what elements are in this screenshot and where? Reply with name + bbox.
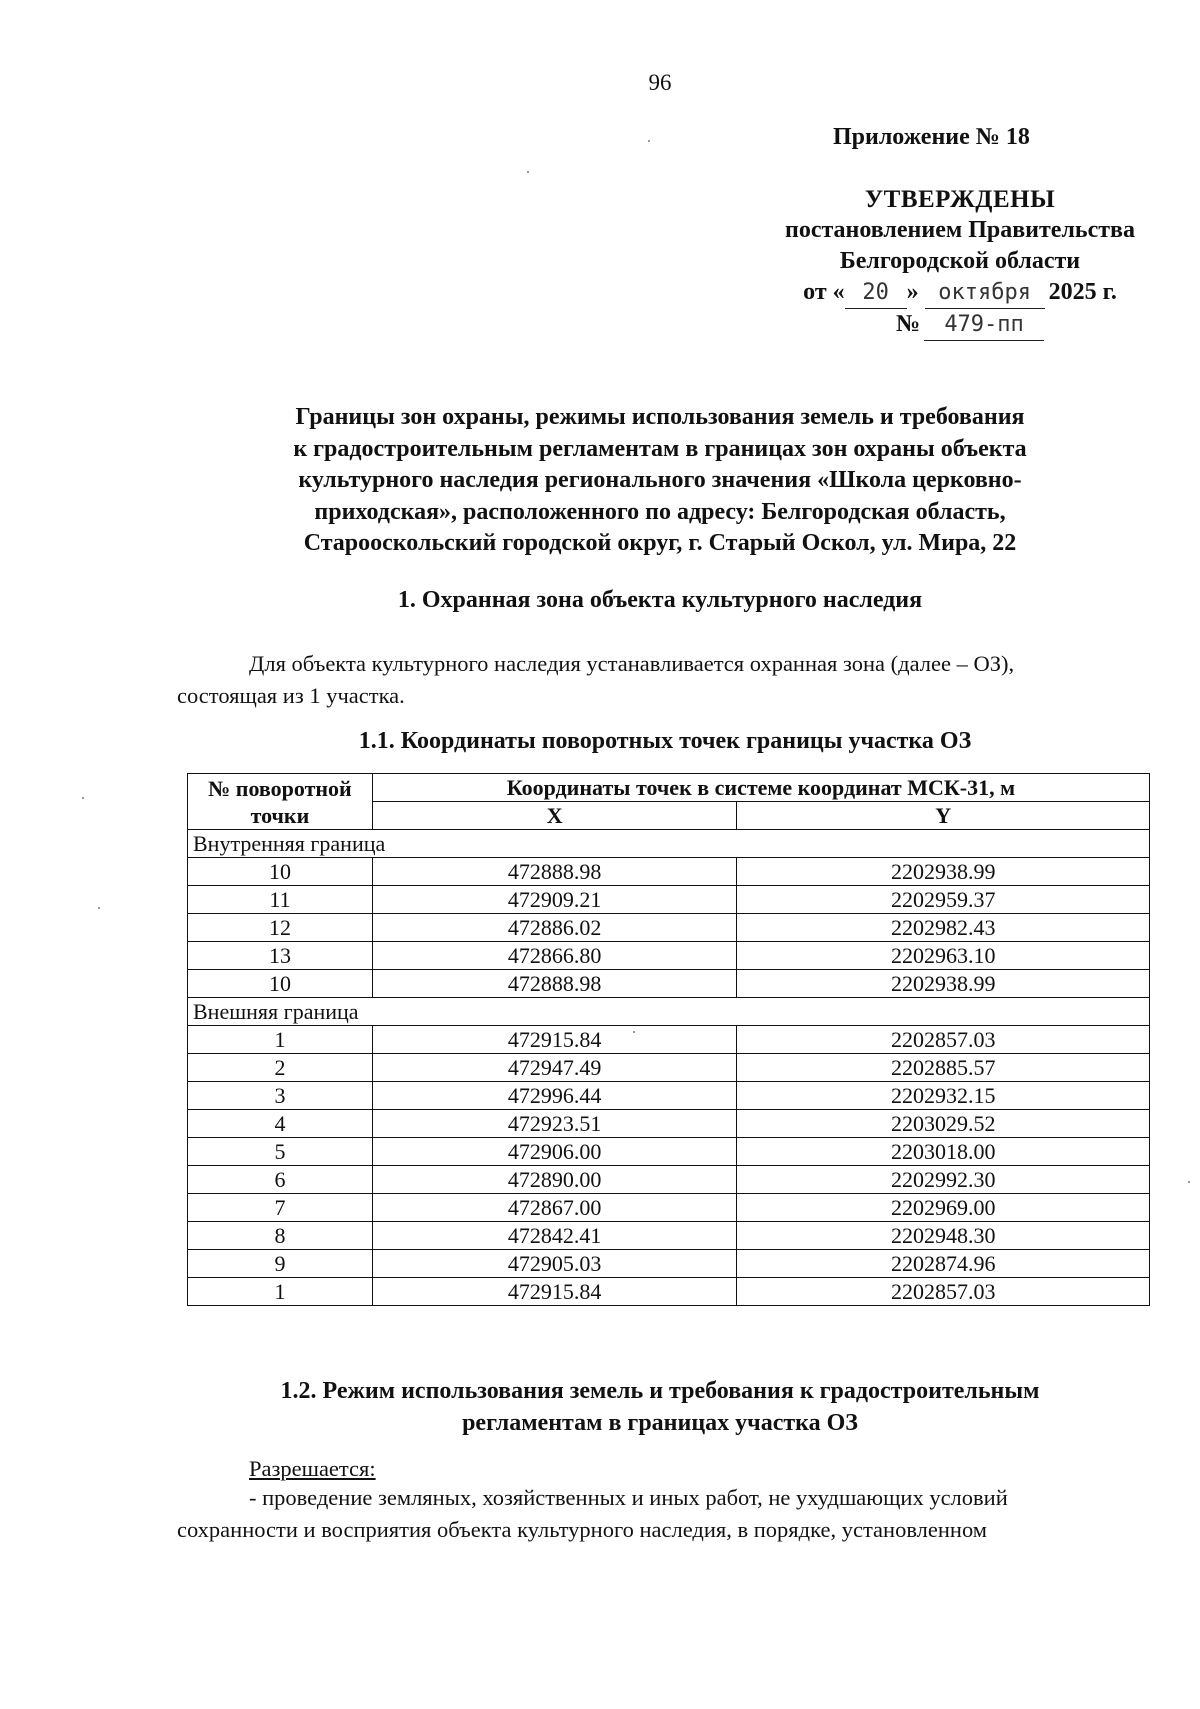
- cell-y: 2202857.03: [737, 1278, 1150, 1306]
- cell-x: 472890.00: [372, 1166, 737, 1194]
- cell-point-number: 4: [188, 1110, 373, 1138]
- table-row: [188, 1138, 1150, 1166]
- table-group-label: Внешняя граница: [188, 998, 1150, 1026]
- cell-x: 472909.21: [372, 886, 737, 914]
- title-line: приходская», расположенного по адресу: Белгородская область,: [314, 498, 1006, 525]
- table-row: [188, 858, 1150, 886]
- cell-y: 2202938.99: [737, 858, 1150, 886]
- cell-y: 2202874.96: [737, 1250, 1150, 1278]
- cell-point-number: 3: [188, 1082, 373, 1110]
- coordinates-table-body: [188, 830, 1150, 1306]
- date-mid: »: [906, 279, 919, 305]
- subsection-1-2-line-2: регламентам в границах участка ОЗ: [462, 1410, 858, 1436]
- date-prefix: от «: [803, 279, 845, 305]
- approved-heading: УТВЕРЖДЕНЫ: [864, 186, 1056, 213]
- table-group-label: Внутренняя граница: [188, 830, 1150, 858]
- number-prefix: №: [895, 311, 921, 337]
- cell-x: 472923.51: [372, 1110, 737, 1138]
- cell-y: 2202948.30: [737, 1222, 1150, 1250]
- table-row: [188, 1222, 1150, 1250]
- table-row: [188, 1166, 1150, 1194]
- table-row: [188, 1278, 1150, 1306]
- table-row: [188, 1026, 1150, 1054]
- cell-x: 472867.00: [372, 1194, 737, 1222]
- intro-paragraph: [177, 648, 1147, 712]
- approval-date: [700, 277, 1200, 309]
- subsection-1-2-heading: [220, 1375, 1100, 1439]
- cell-y: 2202969.00: [737, 1194, 1150, 1222]
- table-row: [188, 1250, 1150, 1278]
- approval-number: [700, 309, 1200, 341]
- cell-x: 472888.98: [372, 858, 737, 886]
- cell-y: 2202982.43: [737, 914, 1150, 942]
- cell-x: 472905.03: [372, 1250, 737, 1278]
- title-line: Старооскольский городской округ, г. Старый Оскол, ул. Мира, 22: [303, 530, 1017, 556]
- subsection-1-1-heading: 1.1. Координаты поворотных точек границы участка ОЗ: [358, 728, 972, 754]
- table-row: [188, 1054, 1150, 1082]
- scan-speck: [633, 1031, 635, 1033]
- title-line: к градостроительным регламентам в границах зон охраны объекта: [293, 435, 1027, 462]
- intro-line-2: состоящая из 1 участка.: [177, 683, 405, 708]
- cell-point-number: 12: [188, 914, 373, 942]
- allowed-paragraph: [177, 1482, 1147, 1546]
- title-line: культурного наследия регионального значения «Школа церковно-: [298, 467, 1022, 493]
- cell-point-number: 7: [188, 1194, 373, 1222]
- intro-line-1: Для объекта культурного наследия устанавливается охранная зона (далее – ОЗ),: [249, 651, 1015, 676]
- cell-y: 2203029.52: [737, 1110, 1150, 1138]
- cell-point-number: 11: [188, 886, 373, 914]
- scan-speck: [527, 171, 529, 173]
- cell-x: 472915.84: [372, 1026, 737, 1054]
- table-row: [188, 914, 1150, 942]
- cell-y: 2202963.10: [737, 942, 1150, 970]
- table-row: [188, 1110, 1150, 1138]
- cell-x: 472866.80: [372, 942, 737, 970]
- cell-x: 472842.41: [372, 1222, 737, 1250]
- page-number: 96: [648, 70, 672, 95]
- subsection-1-2-line-1: 1.2. Режим использования земель и требования к градостроительным: [280, 1378, 1040, 1404]
- cell-x: 472886.02: [372, 914, 737, 942]
- cell-y: 2202932.15: [737, 1082, 1150, 1110]
- scan-speck: [1188, 1181, 1190, 1183]
- table-row: [188, 942, 1150, 970]
- cell-y: 2202885.57: [737, 1054, 1150, 1082]
- header-coordinates: Координаты точек в системе координат МСК-31, м: [372, 774, 1149, 802]
- cell-point-number: 6: [188, 1166, 373, 1194]
- table-group-row: [188, 830, 1150, 858]
- cell-y: 2202992.30: [737, 1166, 1150, 1194]
- date-year: 2025 г.: [1048, 279, 1117, 305]
- cell-point-number: 1: [188, 1278, 373, 1306]
- allowed-line-2: сохранности и восприятия объекта культурного наследия, в порядке, установленном: [177, 1517, 988, 1542]
- cell-y: 2203018.00: [737, 1138, 1150, 1166]
- table-row: [188, 1194, 1150, 1222]
- scan-speck: [648, 140, 650, 142]
- table-row: [188, 886, 1150, 914]
- table-row: [188, 970, 1150, 998]
- cell-point-number: 8: [188, 1222, 373, 1250]
- approval-line-2: Белгородской области: [839, 248, 1081, 274]
- table-row: [188, 1082, 1150, 1110]
- cell-point-number: 9: [188, 1250, 373, 1278]
- cell-point-number: 5: [188, 1138, 373, 1166]
- header-x: X: [372, 802, 737, 830]
- header-point-number: № поворотной точки: [188, 774, 373, 830]
- cell-point-number: 1: [188, 1026, 373, 1054]
- cell-x: 472947.49: [372, 1054, 737, 1082]
- approval-line-1: постановлением Правительства: [784, 217, 1135, 243]
- cell-y: 2202857.03: [737, 1026, 1150, 1054]
- cell-x: 472915.84: [372, 1278, 737, 1306]
- section-1-heading: 1. Охранная зона объекта культурного наследия: [397, 587, 923, 613]
- table-group-row: [188, 998, 1150, 1026]
- appendix-label: Приложение № 18: [833, 124, 1030, 150]
- document-title: [210, 402, 1110, 560]
- coordinates-table: [187, 773, 1150, 1306]
- cell-y: 2202938.99: [737, 970, 1150, 998]
- cell-x: 472906.00: [372, 1138, 737, 1166]
- cell-point-number: 10: [188, 970, 373, 998]
- date-month: октября: [925, 277, 1045, 309]
- allowed-label: Разрешается:: [249, 1456, 376, 1481]
- scan-speck: [82, 797, 84, 799]
- approval-block: [700, 184, 1200, 341]
- cell-x: 472996.44: [372, 1082, 737, 1110]
- title-line: Границы зон охраны, режимы использования земель и требования: [295, 404, 1025, 430]
- allowed-line-1: - проведение земляных, хозяйственных и иных работ, не ухудшающих условий: [249, 1485, 1008, 1510]
- document-number: 479-пп: [924, 309, 1044, 341]
- scan-speck: [98, 907, 100, 909]
- cell-point-number: 13: [188, 942, 373, 970]
- date-day: 20: [845, 277, 907, 309]
- cell-x: 472888.98: [372, 970, 737, 998]
- cell-point-number: 10: [188, 858, 373, 886]
- cell-point-number: 2: [188, 1054, 373, 1082]
- cell-y: 2202959.37: [737, 886, 1150, 914]
- header-y: Y: [737, 802, 1150, 830]
